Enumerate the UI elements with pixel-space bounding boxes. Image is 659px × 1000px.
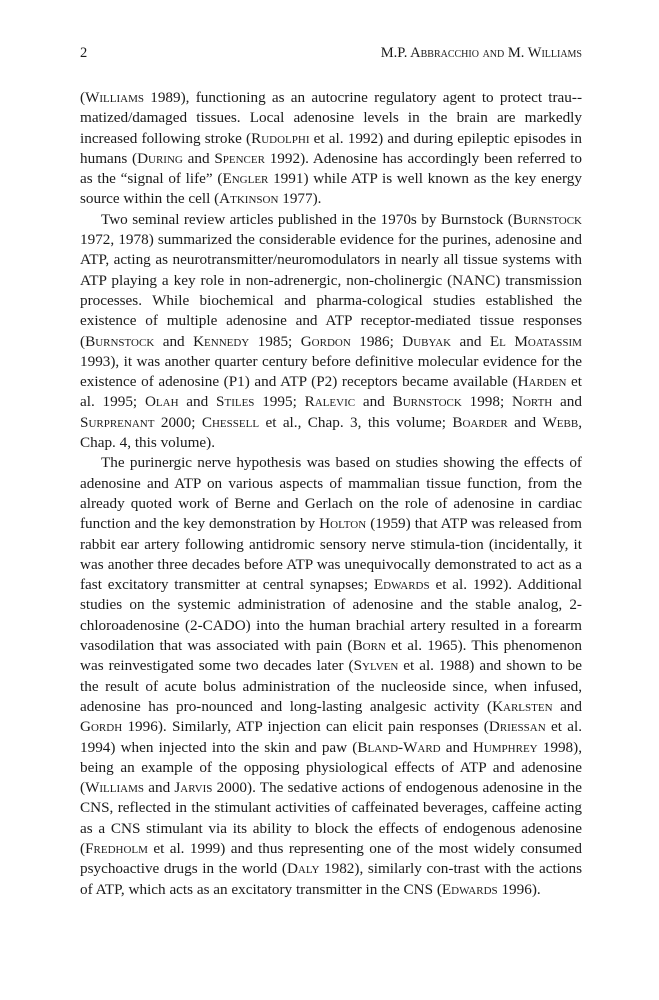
text-run: 1992). Adenosine has accordingly been referred to as the “signal of life” ( <box>80 149 582 188</box>
text-run: and <box>507 413 543 431</box>
text-run: et al. 1995; <box>80 373 582 411</box>
citation-author: Jarvis <box>174 779 213 797</box>
text-run: 1996). <box>497 880 541 898</box>
text-run: and <box>552 697 582 715</box>
text-run: 1998; <box>461 393 512 411</box>
text-run: et al. 1992) and during epileptic episodes in humans ( <box>80 129 583 167</box>
text-run: et al. 1992). Additional studies on the systemic administration of adenosine and the stable analog, 2-chloroadenosine (2-CADO) into the human brachial artery resulted in a forearm vasodilation that was associated with pain ( <box>80 576 582 655</box>
page-number: 2 <box>80 45 88 61</box>
text-run: and <box>440 738 473 756</box>
citation-author: Spencer <box>214 149 265 167</box>
citation-author: During <box>137 149 183 167</box>
citation-author: Fredholm <box>85 839 148 857</box>
text-run: Two seminal review articles published in the 1970s by Burnstock ( <box>101 210 513 228</box>
text-run: and <box>178 393 217 411</box>
citation-author: Karlsten <box>492 697 553 715</box>
citation-author: Williams <box>85 89 145 106</box>
citation-author: Atkinson <box>219 190 279 208</box>
text-run: 2000). The sedative actions of endogenous adenosine in the CNS, reflected in the stimulant activities of caffeinated beverages, caffeine acting as a CNS stimulant via its ability to block the effects of endogenous adenosine ( <box>80 779 582 857</box>
text-run: , Chap. 4, this volume). <box>80 413 582 452</box>
text-run: 1989), functioning as an autocrine regulatory agent to protect trau-matized/damaged tissues. Local adenosine levels in the brain are markedly increased following stroke ( <box>80 89 582 147</box>
citation-author: Ralevic <box>304 393 356 411</box>
text-run: and <box>552 393 582 411</box>
running-head <box>80 45 582 71</box>
running-head-authors: M.P. Abbracchio and M. Williams <box>380 45 582 61</box>
citation-author: Edwards <box>373 576 430 594</box>
text-run: 1985; <box>249 332 301 350</box>
citation-author: Gordh <box>80 718 123 736</box>
citation-author: Engler <box>222 170 269 188</box>
citation-author: Rudolphi <box>251 129 310 147</box>
paragraph-1 <box>80 88 582 210</box>
citation-author: Edwards <box>441 880 498 898</box>
citation-author: Driessan <box>488 718 546 736</box>
citation-author: Boarder <box>452 413 508 431</box>
citation-author: Sylven <box>353 657 399 675</box>
text-run: 1993), it was another quarter century before definitive molecular evidence for the existence of adenosine (P1) and ATP (P2) receptors became available ( <box>80 352 582 391</box>
text-run: and <box>182 149 215 167</box>
paragraph-2 <box>80 210 582 454</box>
text-run: et al. 1988) and shown to be the result of acute bolus administration of the nucleoside since, when infused, adenosine has pro-nounced and long-lasting analgesic activity ( <box>80 657 582 715</box>
page <box>80 45 582 900</box>
text-run: et al. 1965). This phenomenon was reinvestigated some two decades later ( <box>80 637 583 675</box>
text-run: (1959) that ATP was released from rabbit ear artery following antidromic sensory nerve stimula-tion (incidentally, it was another three decades before ATP was unequivocally demonstrated to act as a fast excitatory transmitter at central synapses; <box>80 515 582 594</box>
text-run: and <box>451 332 490 350</box>
citation-author: El Moatassim <box>489 332 582 350</box>
citation-author: Gordon <box>300 332 351 350</box>
text-run: and <box>355 393 393 411</box>
text-run: 1986; <box>350 332 403 350</box>
text-run: 1977). <box>278 190 322 208</box>
text-run: 1972, 1978) summarized the considerable evidence for the purines, adenosine and ATP, acting as neurotransmitter/neuromodulators in nearly all tissue systems with ATP playing a key role in non-adrenergic, non-cholinergic (NANC) transmission processes. While biochemical and pharma-cological studies established the existence of multiple adenosine and ATP receptor-mediated tissue responses ( <box>80 231 582 350</box>
citation-author: Humphrey <box>472 738 538 756</box>
text-run: 1995; <box>254 393 305 411</box>
text-run: 1991) while ATP is well known as the key energy source within the cell ( <box>80 170 582 208</box>
text-run: et al., Chap. 3, this volume; <box>259 413 453 431</box>
citation-author: Born <box>352 637 386 655</box>
body-text <box>80 88 582 900</box>
text-run: 1998), being an example of the opposing physiological effects of ATP and adenosine ( <box>80 738 582 797</box>
citation-author: Surprenant <box>80 413 155 431</box>
text-run: 1982), similarly con-trast with the actions of ATP, which acts as an excitatory transmitter in the CNS ( <box>80 860 583 898</box>
citation-author: Olah <box>144 393 179 411</box>
citation-author: Burnstock <box>85 332 155 350</box>
citation-author: Burnstock <box>392 393 462 411</box>
text-run: et al. 1999) and thus representing one of the most widely consumed psychoactive drugs in the world ( <box>80 839 582 878</box>
text-run: 1996). Similarly, ATP injection can elicit pain responses ( <box>122 718 489 736</box>
citation-author: Chessell <box>201 413 260 431</box>
citation-author: Burnstock <box>512 210 582 228</box>
citation-author: Daly <box>286 860 320 878</box>
citation-author: Stiles <box>216 393 255 411</box>
citation-author: Holton <box>319 515 367 533</box>
text-run: ( <box>80 89 86 106</box>
text-run: et al. 1994) when injected into the skin and paw ( <box>80 718 582 756</box>
citation-author: Dubyak <box>402 332 452 350</box>
citation-author: North <box>512 393 553 411</box>
text-run: and <box>144 779 175 797</box>
text-run: The purinergic nerve hypothesis was based on studies showing the effects of adenosine and ATP on various aspects of mammalian tissue function, from the already quoted work of Berne and Gerlach on the role of adenosine in cardiac function and the key demonstration by <box>80 454 582 533</box>
citation-author: Bland-Ward <box>357 738 441 756</box>
text-run: and <box>154 332 194 350</box>
citation-author: Kennedy <box>193 332 250 350</box>
text-run: 2000; <box>154 413 202 431</box>
citation-author: Williams <box>85 779 145 797</box>
paragraph-3 <box>80 453 582 900</box>
citation-author: Harden <box>517 373 567 391</box>
citation-author: Webb <box>542 413 579 431</box>
